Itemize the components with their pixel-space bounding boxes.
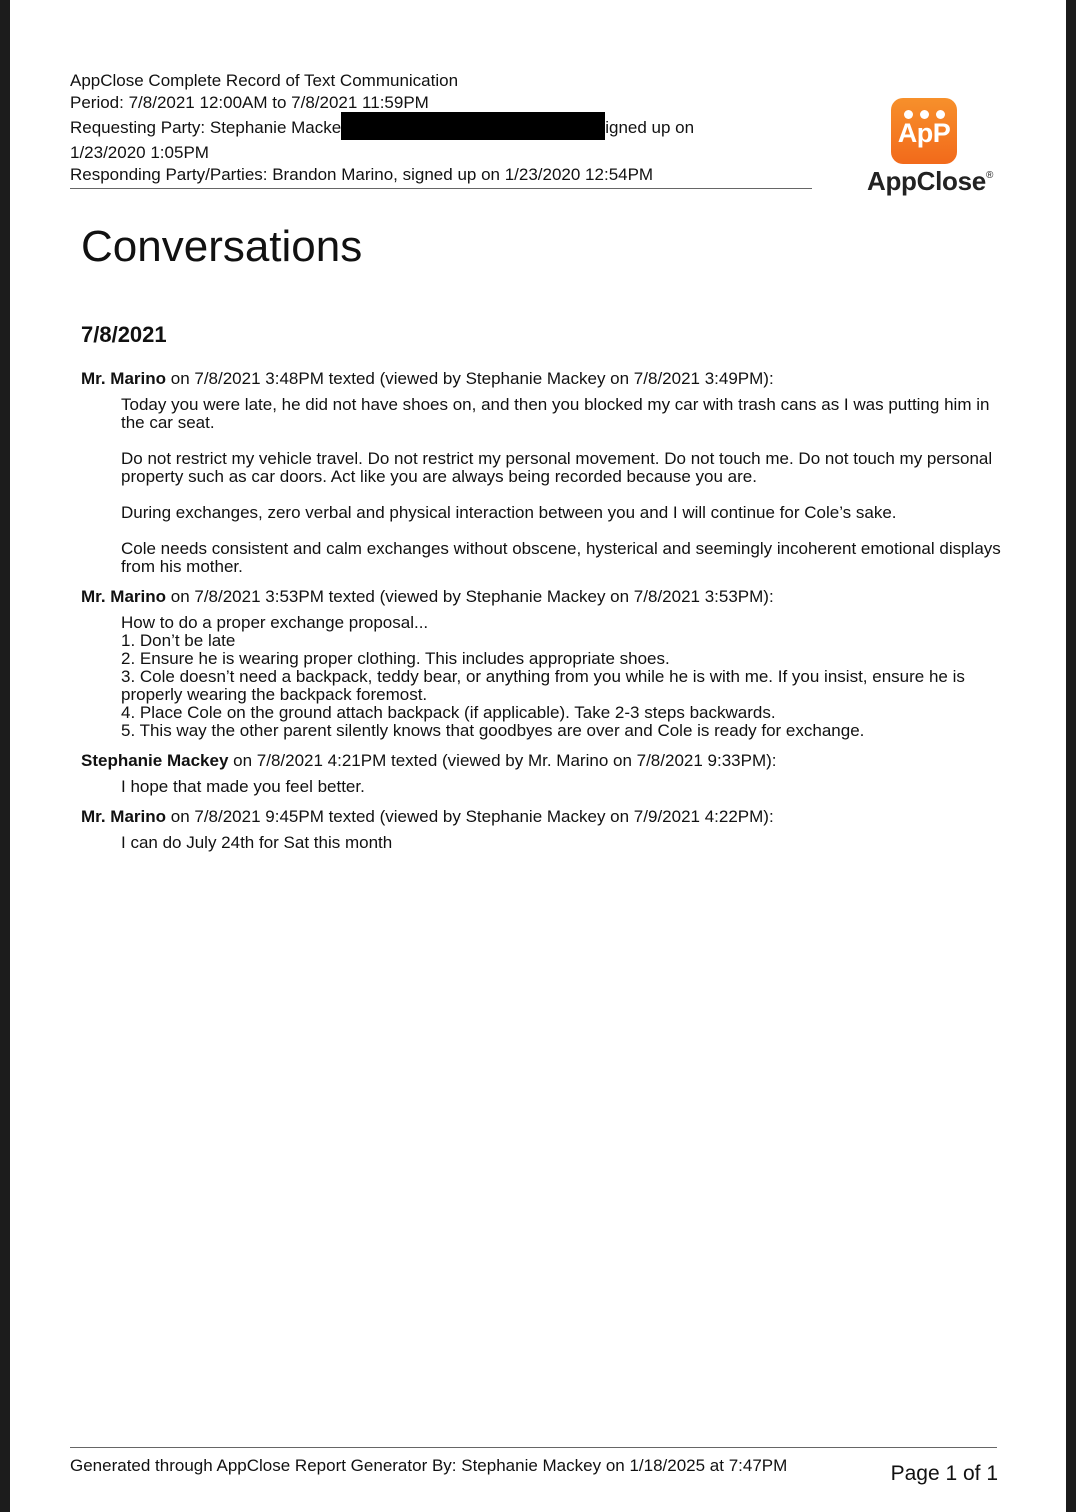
footer-generated: Generated through AppClose Report Generator By: Stephanie Mackey on 1/18/2025 at 7:47PM: [70, 1456, 788, 1475]
message-text: I hope that made you feel better.: [121, 777, 365, 796]
message-meta: on 7/8/2021 3:48PM texted (viewed by Stephanie Mackey on 7/8/2021 3:49PM):: [166, 369, 774, 388]
message-header: [81, 368, 1001, 390]
footer-divider: [70, 1447, 997, 1448]
message-paragraph: Today you were late, he did not have shoes on, and then you blocked my car with trash cans as I was putting him in the car seat.: [121, 395, 990, 432]
message-header: [81, 586, 1001, 608]
logo-wordmark: [860, 166, 1000, 197]
message-sender: Stephanie Mackey: [81, 751, 229, 770]
report-header: [70, 70, 810, 186]
registered-mark: ®: [985, 170, 994, 181]
appclose-logo: [860, 96, 1000, 204]
message: [81, 368, 1001, 576]
message-paragraph: During exchanges, zero verbal and physical interaction between you and I will continue for Cole’s sake.: [121, 503, 897, 522]
message-list: [81, 368, 1001, 862]
message-paragraph: Do not restrict my vehicle travel. Do not restrict my personal movement. Do not touch me. Do not touch my personal property such as car doors. Act like you are always being recorded because you are.: [121, 449, 993, 486]
message-line: How to do a proper exchange proposal...: [121, 613, 429, 632]
message-header: [81, 750, 1001, 772]
message-sender: Mr. Marino: [81, 807, 167, 826]
message-paragraph: Cole needs consistent and calm exchanges without obscene, hysterical and seemingly incoherent emotional displays from his mother.: [121, 539, 1001, 576]
message-meta: on 7/8/2021 9:45PM texted (viewed by Stephanie Mackey on 7/9/2021 4:22PM):: [166, 807, 774, 826]
requesting-party: [70, 114, 810, 142]
message-body: [121, 614, 1001, 740]
message-text: I can do July 24th for Sat this month: [121, 833, 393, 852]
message: [81, 750, 1001, 796]
document-page: [10, 0, 1066, 1512]
message-line: 4. Place Cole on the ground attach backpack (if applicable). Take 2-3 steps backwards.: [121, 703, 776, 722]
section-title: Conversations: [81, 222, 363, 271]
message: [81, 806, 1001, 852]
message-body: [121, 778, 1001, 796]
message-header: [81, 806, 1001, 828]
requesting-party-name: Requesting Party: Stephanie Macke: [70, 118, 342, 137]
requesting-party-date: 1/23/2020 1:05PM: [70, 143, 209, 162]
message: [81, 586, 1001, 740]
responding-party: Responding Party/Parties: Brandon Marino, signed up on 1/23/2020 12:54PM: [70, 165, 654, 184]
requesting-party-signup: igned up on: [605, 118, 695, 137]
page-number: Page 1 of 1: [890, 1462, 998, 1485]
message-body: [121, 834, 1001, 852]
message-line: 3. Cole doesn’t need a backpack, teddy bear, or anything from you while he is with me. If you insist, ensure he is properly wearing the backpack foremost.: [121, 667, 965, 704]
header-divider: [70, 188, 812, 189]
date-heading: 7/8/2021: [81, 322, 167, 347]
message-meta: on 7/8/2021 4:21PM texted (viewed by Mr. Marino on 7/8/2021 9:33PM):: [228, 751, 777, 770]
message-line: 5. This way the other parent silently knows that goodbyes are over and Cole is ready for exchange.: [121, 721, 865, 740]
redaction-bar: [341, 112, 605, 140]
app-badge-icon: [891, 98, 957, 164]
message-line: 1. Don’t be late: [121, 631, 236, 650]
message-body: [121, 396, 1001, 576]
logo-badge-text: ApP: [897, 118, 951, 148]
message-line: 2. Ensure he is wearing proper clothing. This includes appropriate shoes.: [121, 649, 670, 668]
message-sender: Mr. Marino: [81, 587, 167, 606]
message-meta: on 7/8/2021 3:53PM texted (viewed by Stephanie Mackey on 7/8/2021 3:53PM):: [166, 587, 774, 606]
report-title: AppClose Complete Record of Text Communication: [70, 71, 459, 90]
logo-wordmark-text: AppClose: [866, 166, 986, 196]
message-sender: Mr. Marino: [81, 369, 167, 388]
report-period: Period: 7/8/2021 12:00AM to 7/8/2021 11:59PM: [70, 93, 429, 112]
